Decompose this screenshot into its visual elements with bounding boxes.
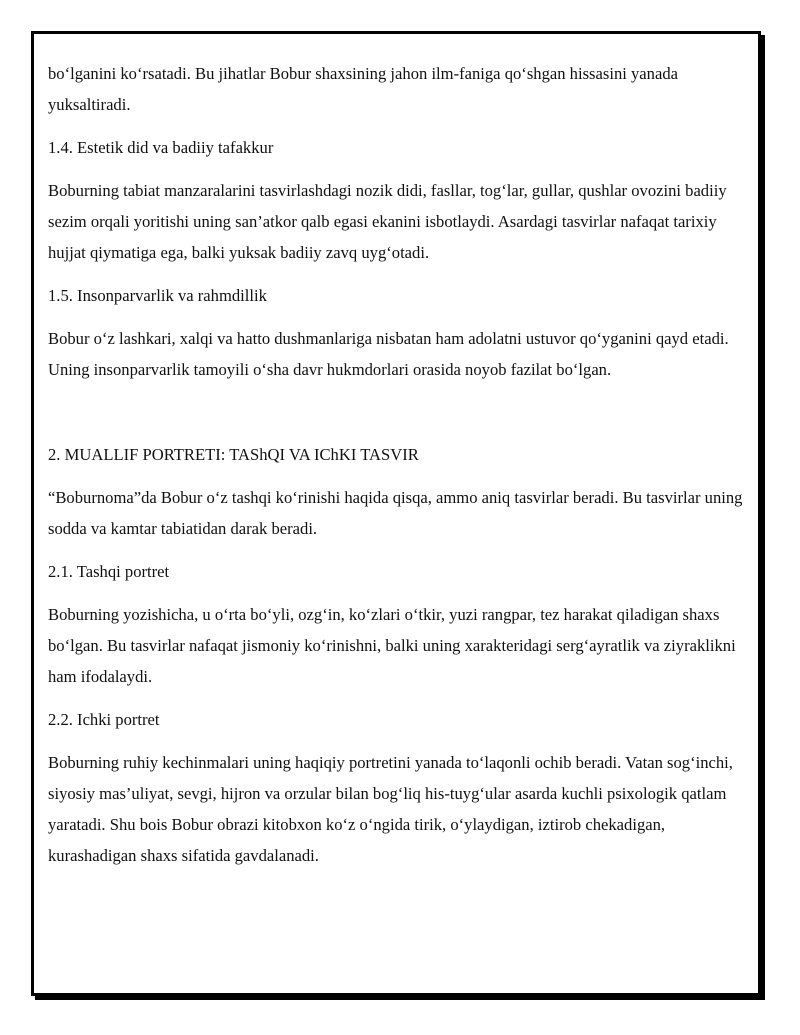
subheading-2-2: 2.2. Ichki portret <box>48 710 160 729</box>
subheading-2-1: 2.1. Tashqi portret <box>48 562 170 581</box>
paragraph-humanism: Bobur o‘z lashkari, xalqi va hatto dushmanlariga nisbatan ham adolatni ustuvor qo‘yganini qayd etadi. Uning insonparvarlik tamoyili o‘sha davr hukmdorlari orasida noyob fazilat bo‘lgan. <box>48 329 729 379</box>
section-heading-2: 2. MUALLIF PORTRETI: TAShQI VA IChKI TASVIR <box>48 445 419 464</box>
paragraph-inner-portrait: Boburning ruhiy kechinmalari uning haqiqiy portretini yanada to‘laqonli ochib beradi. Vatan sog‘inchi, siyosiy mas’uliyat, sevgi, hijron va orzular bilan bog‘liq his-tuyg‘ular asarda kuchli psixologik qatlam yaratadi. Shu bois Bobur obrazi kitobxon ko‘z o‘ngida tirik, o‘ylaydigan, iztirob chekadigan, kurashadigan shaxs sifatida gavdalanadi. <box>48 753 733 865</box>
document-body <box>48 58 748 883</box>
subheading-1-5: 1.5. Insonparvarlik va rahmdillik <box>48 286 267 305</box>
paragraph-outer-portrait: Boburning yozishicha, u o‘rta bo‘yli, ozg‘in, ko‘zlari o‘tkir, yuzi rangpar, tez harakat qiladigan shaxs bo‘lgan. Bu tasvirlar nafaqat jismoniy ko‘rinishni, balki uning xarakteridagi serg‘ayratlik va ziyraklikni ham ifodalaydi. <box>48 605 736 686</box>
section-spacer <box>48 397 748 439</box>
subheading-1-4: 1.4. Estetik did va badiiy tafakkur <box>48 138 274 157</box>
paragraph-continuation: bo‘lganini ko‘rsatadi. Bu jihatlar Bobur shaxsining jahon ilm-faniga qo‘shgan hissasini yanada yuksaltiradi. <box>48 64 678 114</box>
paragraph-portrait-intro: “Boburnoma”da Bobur o‘z tashqi ko‘rinishi haqida qisqa, ammo aniq tasvirlar beradi. Bu tasvirlar uning sodda va kamtar tabiatidan darak beradi. <box>48 488 743 538</box>
paragraph-aesthetic: Boburning tabiat manzaralarini tasvirlashdagi nozik didi, fasllar, tog‘lar, gullar, qushlar ovozini badiiy sezim orqali yoritishi uning san’atkor qalb egasi ekanini isbotlaydi. Asardagi tasvirlar nafaqat tarixiy hujjat qiymatiga ega, balki yuksak badiiy zavq uyg‘otadi. <box>48 181 727 262</box>
